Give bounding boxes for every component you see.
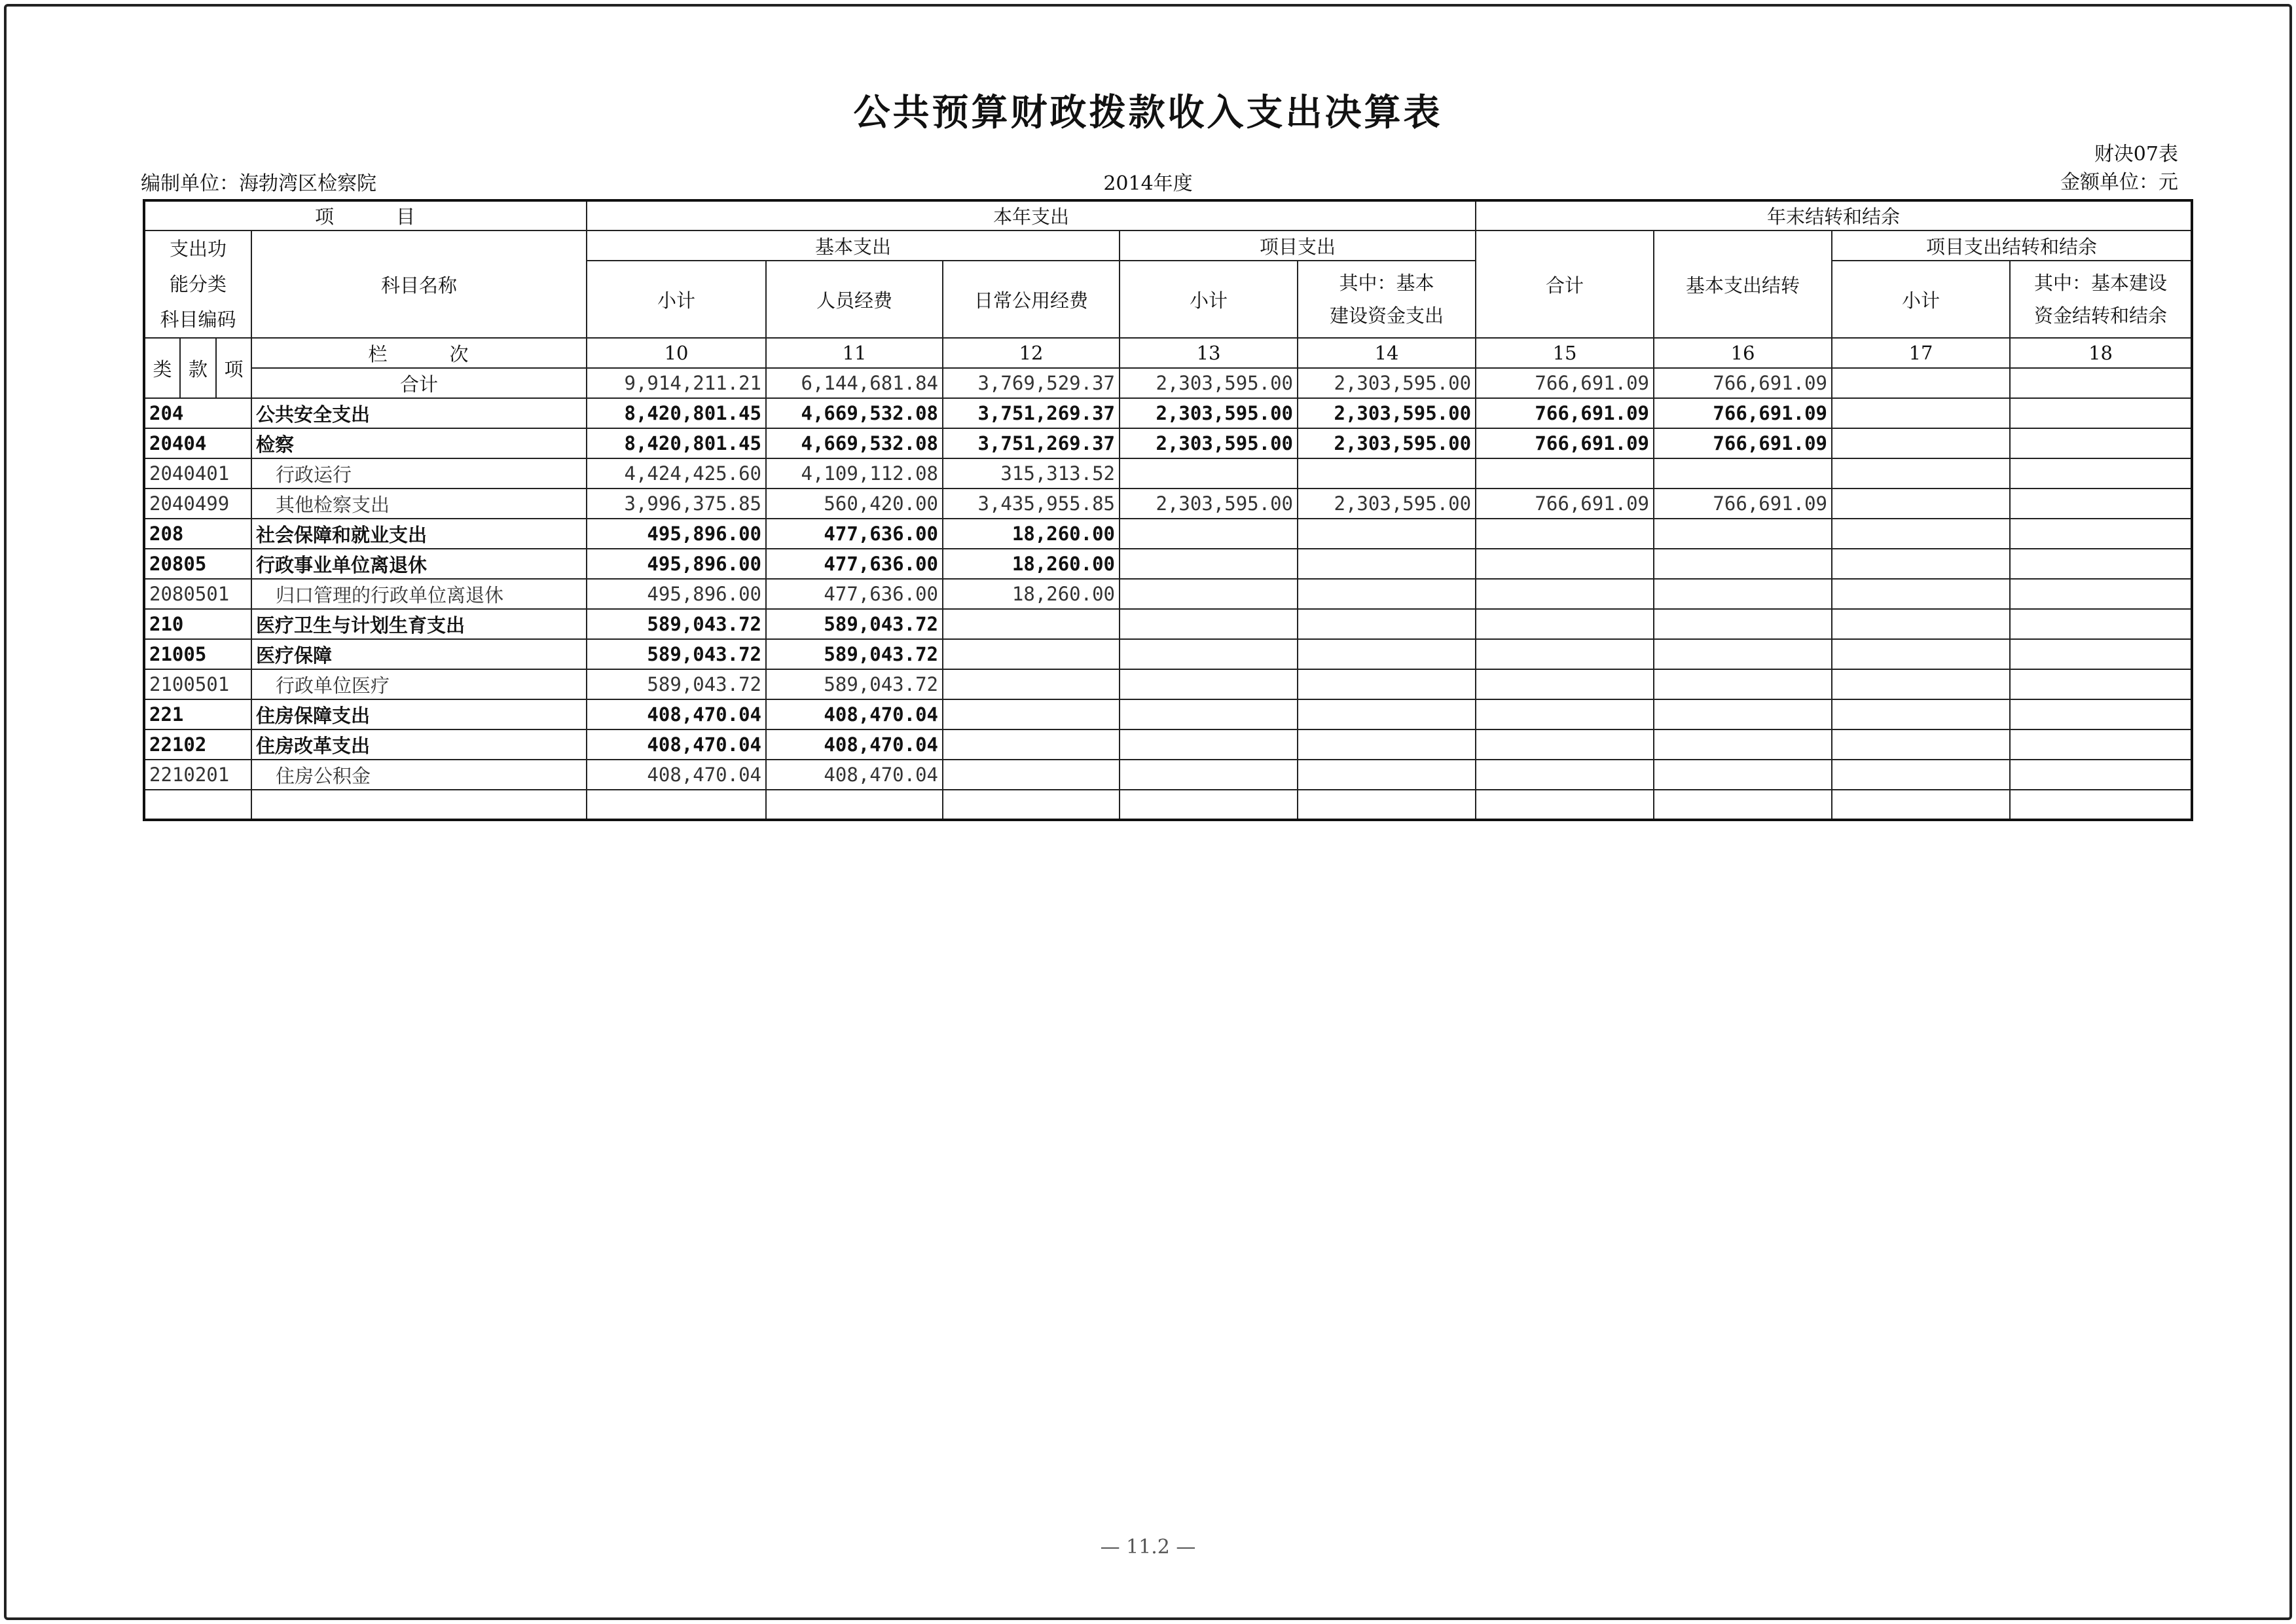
row-value bbox=[1476, 669, 1654, 699]
row-value: 4,424,425.60 bbox=[587, 458, 766, 489]
row-value bbox=[1476, 609, 1654, 639]
row-value: 3,751,269.37 bbox=[943, 428, 1120, 458]
capital-line1: 其中：基本 bbox=[1339, 272, 1434, 294]
row-value: 589,043.72 bbox=[587, 639, 766, 669]
row-value bbox=[1832, 549, 2010, 579]
row-value bbox=[1298, 699, 1476, 729]
row-value bbox=[1654, 790, 1832, 820]
header-project: 项目支出 bbox=[1120, 231, 1476, 261]
row-value: 477,636.00 bbox=[766, 579, 943, 609]
row-value bbox=[2010, 790, 2192, 820]
row-value bbox=[1120, 549, 1298, 579]
row-value bbox=[2010, 579, 2192, 609]
col-num: 18 bbox=[2010, 338, 2192, 368]
table-row bbox=[144, 790, 2192, 820]
data-rows bbox=[144, 398, 2192, 820]
total-cell: 2,303,595.00 bbox=[1298, 368, 1476, 398]
fiscal-year: 2014年度 bbox=[1103, 172, 1193, 195]
row-value: 477,636.00 bbox=[766, 519, 943, 549]
row-value: 766,691.09 bbox=[1476, 489, 1654, 519]
row-value: 495,896.00 bbox=[587, 549, 766, 579]
table-row bbox=[144, 428, 2192, 458]
row-value bbox=[1298, 729, 1476, 760]
row-value: 3,435,955.85 bbox=[943, 489, 1120, 519]
row-value bbox=[1654, 519, 1832, 549]
row-value: 4,669,532.08 bbox=[766, 428, 943, 458]
row-value bbox=[943, 760, 1120, 790]
row-value bbox=[1832, 609, 2010, 639]
col-num: 16 bbox=[1654, 338, 1832, 368]
row-value: 3,751,269.37 bbox=[943, 398, 1120, 428]
row-code: 2210201 bbox=[144, 760, 251, 790]
row-code: 2040401 bbox=[144, 458, 251, 489]
row-value bbox=[1298, 760, 1476, 790]
row-value bbox=[1120, 579, 1298, 609]
row-code: 2040499 bbox=[144, 489, 251, 519]
table-row bbox=[144, 609, 2192, 639]
header-project-carry: 项目支出结转和结余 bbox=[1832, 231, 2192, 261]
row-value bbox=[1832, 639, 2010, 669]
row-value bbox=[1476, 729, 1654, 760]
row-name: 行政单位医疗 bbox=[251, 669, 587, 699]
row-value bbox=[1120, 760, 1298, 790]
row-value bbox=[1832, 699, 2010, 729]
table-row bbox=[144, 489, 2192, 519]
row-value: 408,470.04 bbox=[766, 699, 943, 729]
row-value: 560,420.00 bbox=[766, 489, 943, 519]
row-value bbox=[1120, 519, 1298, 549]
row-value: 4,669,532.08 bbox=[766, 398, 943, 428]
header-project-subtotal: 小计 bbox=[1120, 261, 1298, 338]
row-value bbox=[1654, 609, 1832, 639]
row-name: 住房公积金 bbox=[251, 760, 587, 790]
header-item: 项 目 bbox=[144, 200, 587, 231]
row-code: 204 bbox=[144, 398, 251, 428]
row-value: 2,303,595.00 bbox=[1120, 428, 1298, 458]
row-value bbox=[2010, 669, 2192, 699]
row-value: 766,691.09 bbox=[1654, 398, 1832, 428]
row-value: 408,470.04 bbox=[587, 699, 766, 729]
func-code-line1: 支出功 bbox=[169, 238, 227, 260]
row-name: 行政运行 bbox=[251, 458, 587, 489]
row-value bbox=[1476, 790, 1654, 820]
col-num: 17 bbox=[1832, 338, 2010, 368]
col-num: 14 bbox=[1298, 338, 1476, 368]
row-value bbox=[2010, 549, 2192, 579]
total-cell: 2,303,595.00 bbox=[1120, 368, 1298, 398]
row-value: 408,470.04 bbox=[587, 729, 766, 760]
row-name: 住房改革支出 bbox=[251, 729, 587, 760]
row-value: 589,043.72 bbox=[587, 669, 766, 699]
row-value: 589,043.72 bbox=[766, 609, 943, 639]
row-name: 医疗卫生与计划生育支出 bbox=[251, 609, 587, 639]
header-basic: 基本支出 bbox=[587, 231, 1120, 261]
row-value bbox=[943, 729, 1120, 760]
row-value bbox=[943, 639, 1120, 669]
row-name: 归口管理的行政单位离退休 bbox=[251, 579, 587, 609]
header-total: 合计 bbox=[1476, 231, 1654, 338]
header-lei: 类 bbox=[144, 338, 180, 398]
func-code-line3: 科目编码 bbox=[160, 308, 236, 331]
row-value bbox=[943, 699, 1120, 729]
row-value bbox=[1832, 489, 2010, 519]
row-value bbox=[1298, 549, 1476, 579]
row-value bbox=[1120, 669, 1298, 699]
row-value bbox=[1654, 639, 1832, 669]
row-code: 210 bbox=[144, 609, 251, 639]
row-value bbox=[1476, 639, 1654, 669]
total-cell: 3,769,529.37 bbox=[943, 368, 1120, 398]
row-value: 766,691.09 bbox=[1476, 398, 1654, 428]
row-value: 3,996,375.85 bbox=[587, 489, 766, 519]
row-value bbox=[1298, 790, 1476, 820]
row-value: 315,313.52 bbox=[943, 458, 1120, 489]
row-value: 408,470.04 bbox=[766, 729, 943, 760]
row-value bbox=[2010, 458, 2192, 489]
row-value: 2,303,595.00 bbox=[1120, 398, 1298, 428]
row-value bbox=[1832, 760, 2010, 790]
table-row bbox=[144, 579, 2192, 609]
row-value bbox=[1654, 458, 1832, 489]
row-value bbox=[2010, 428, 2192, 458]
header-kuan: 款 bbox=[180, 338, 216, 398]
row-value: 18,260.00 bbox=[943, 549, 1120, 579]
row-value bbox=[1298, 519, 1476, 549]
total-cell bbox=[1832, 368, 2010, 398]
budget-table bbox=[143, 199, 2193, 821]
row-value bbox=[943, 609, 1120, 639]
capital-line2: 建设资金支出 bbox=[1330, 304, 1444, 327]
total-cell bbox=[2010, 368, 2192, 398]
row-value bbox=[1654, 579, 1832, 609]
table-row bbox=[144, 729, 2192, 760]
header-basic-subtotal: 小计 bbox=[587, 261, 766, 338]
row-value bbox=[2010, 519, 2192, 549]
row-value bbox=[1120, 639, 1298, 669]
table-row bbox=[144, 639, 2192, 669]
row-value bbox=[1120, 790, 1298, 820]
row-value bbox=[1654, 699, 1832, 729]
row-value bbox=[1298, 639, 1476, 669]
row-value: 2,303,595.00 bbox=[1120, 489, 1298, 519]
row-value bbox=[943, 669, 1120, 699]
header-row-2 bbox=[144, 231, 2192, 261]
header-lanci: 栏 次 bbox=[251, 338, 587, 368]
row-value bbox=[1832, 669, 2010, 699]
row-value: 408,470.04 bbox=[766, 760, 943, 790]
row-value bbox=[2010, 639, 2192, 669]
column-number-row bbox=[144, 338, 2192, 368]
row-name bbox=[251, 790, 587, 820]
row-value bbox=[1654, 669, 1832, 699]
row-value bbox=[1654, 760, 1832, 790]
table-row bbox=[144, 549, 2192, 579]
row-value bbox=[1298, 458, 1476, 489]
row-code: 20404 bbox=[144, 428, 251, 458]
header-row-1 bbox=[144, 200, 2192, 231]
row-value bbox=[2010, 760, 2192, 790]
row-code: 20805 bbox=[144, 549, 251, 579]
total-cell: 9,914,211.21 bbox=[587, 368, 766, 398]
row-name: 住房保障支出 bbox=[251, 699, 587, 729]
table-row bbox=[144, 760, 2192, 790]
row-value bbox=[2010, 398, 2192, 428]
row-value bbox=[1476, 760, 1654, 790]
row-value: 495,896.00 bbox=[587, 579, 766, 609]
col-num: 11 bbox=[766, 338, 943, 368]
row-value: 18,260.00 bbox=[943, 579, 1120, 609]
row-value bbox=[1654, 729, 1832, 760]
row-name: 检察 bbox=[251, 428, 587, 458]
row-value bbox=[1298, 579, 1476, 609]
total-label: 合计 bbox=[251, 368, 587, 398]
row-value bbox=[1120, 699, 1298, 729]
row-value bbox=[1476, 549, 1654, 579]
col-num: 12 bbox=[943, 338, 1120, 368]
row-value: 4,109,112.08 bbox=[766, 458, 943, 489]
row-value bbox=[943, 790, 1120, 820]
row-name: 社会保障和就业支出 bbox=[251, 519, 587, 549]
row-value: 589,043.72 bbox=[766, 669, 943, 699]
header-xiang: 项 bbox=[216, 338, 251, 398]
row-value: 589,043.72 bbox=[766, 639, 943, 669]
row-value bbox=[1476, 458, 1654, 489]
row-value: 2,303,595.00 bbox=[1298, 489, 1476, 519]
row-code: 22102 bbox=[144, 729, 251, 760]
row-value: 766,691.09 bbox=[1476, 428, 1654, 458]
row-value bbox=[1120, 729, 1298, 760]
row-value bbox=[1476, 699, 1654, 729]
row-value: 477,636.00 bbox=[766, 549, 943, 579]
row-value bbox=[1832, 519, 2010, 549]
form-number: 财决07表 bbox=[2094, 143, 2178, 166]
table-row bbox=[144, 398, 2192, 428]
header-daily: 日常公用经费 bbox=[943, 261, 1120, 338]
row-value: 8,420,801.45 bbox=[587, 398, 766, 428]
row-value: 8,420,801.45 bbox=[587, 428, 766, 458]
row-value bbox=[1832, 790, 2010, 820]
row-code: 208 bbox=[144, 519, 251, 549]
row-code: 2080501 bbox=[144, 579, 251, 609]
capital-carry-line2: 资金结转和结余 bbox=[2034, 304, 2168, 327]
currency-unit: 金额单位：元 bbox=[2060, 171, 2178, 194]
row-value bbox=[1476, 519, 1654, 549]
row-value bbox=[2010, 699, 2192, 729]
total-cell: 766,691.09 bbox=[1476, 368, 1654, 398]
col-num: 15 bbox=[1476, 338, 1654, 368]
header-basic-carry: 基本支出结转 bbox=[1654, 231, 1832, 338]
row-value: 495,896.00 bbox=[587, 519, 766, 549]
row-name: 公共安全支出 bbox=[251, 398, 587, 428]
header-subject-name: 科目名称 bbox=[251, 231, 587, 338]
row-value bbox=[1832, 398, 2010, 428]
compiling-unit: 编制单位：海勃湾区检察院 bbox=[141, 172, 376, 195]
row-value bbox=[1832, 579, 2010, 609]
row-name: 医疗保障 bbox=[251, 639, 587, 669]
func-code-line2: 能分类 bbox=[169, 273, 227, 295]
row-code: 2100501 bbox=[144, 669, 251, 699]
header-carry-subtotal: 小计 bbox=[1832, 261, 2010, 338]
row-name: 其他检察支出 bbox=[251, 489, 587, 519]
table-row bbox=[144, 669, 2192, 699]
col-num: 10 bbox=[587, 338, 766, 368]
row-value: 766,691.09 bbox=[1654, 428, 1832, 458]
row-value bbox=[1832, 458, 2010, 489]
table-row bbox=[144, 699, 2192, 729]
row-value: 2,303,595.00 bbox=[1298, 428, 1476, 458]
row-value bbox=[1120, 609, 1298, 639]
row-value bbox=[1298, 669, 1476, 699]
row-value bbox=[1298, 609, 1476, 639]
row-code: 21005 bbox=[144, 639, 251, 669]
row-value: 589,043.72 bbox=[587, 609, 766, 639]
page-title: 公共预算财政拨款收入支出决算表 bbox=[853, 92, 1443, 134]
table-row bbox=[144, 458, 2192, 489]
row-value bbox=[1832, 729, 2010, 760]
row-value: 2,303,595.00 bbox=[1298, 398, 1476, 428]
row-value bbox=[2010, 489, 2192, 519]
header-func-code bbox=[144, 231, 251, 338]
row-value: 766,691.09 bbox=[1654, 489, 1832, 519]
total-row bbox=[144, 368, 2192, 398]
header-this-year: 本年支出 bbox=[587, 200, 1476, 231]
total-cell: 766,691.09 bbox=[1654, 368, 1832, 398]
row-value: 408,470.04 bbox=[587, 760, 766, 790]
row-code: 221 bbox=[144, 699, 251, 729]
col-num: 13 bbox=[1120, 338, 1298, 368]
row-value bbox=[1654, 549, 1832, 579]
page-number: — 11.2 — bbox=[1100, 1536, 1196, 1559]
row-value bbox=[587, 790, 766, 820]
row-value bbox=[2010, 609, 2192, 639]
row-name: 行政事业单位离退休 bbox=[251, 549, 587, 579]
header-capital-carry bbox=[2010, 261, 2192, 338]
total-cell: 6,144,681.84 bbox=[766, 368, 943, 398]
header-personnel: 人员经费 bbox=[766, 261, 943, 338]
row-value: 18,260.00 bbox=[943, 519, 1120, 549]
row-value bbox=[766, 790, 943, 820]
table-row bbox=[144, 519, 2192, 549]
row-value bbox=[2010, 729, 2192, 760]
header-capital bbox=[1298, 261, 1476, 338]
row-code bbox=[144, 790, 251, 820]
row-value bbox=[1476, 579, 1654, 609]
capital-carry-line1: 其中：基本建设 bbox=[2034, 272, 2168, 294]
header-year-end: 年末结转和结余 bbox=[1476, 200, 2192, 231]
row-value bbox=[1832, 428, 2010, 458]
row-value bbox=[1120, 458, 1298, 489]
